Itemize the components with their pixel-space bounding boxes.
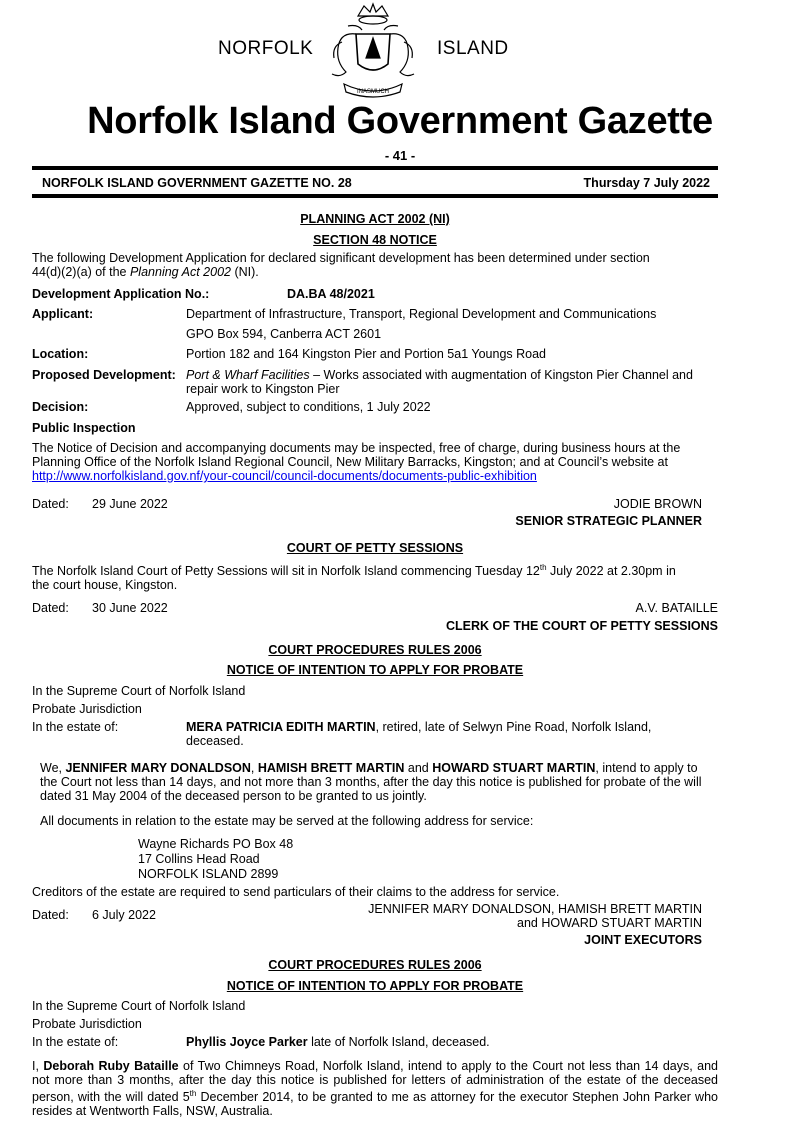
crest-motto: INASMUCH [356, 89, 390, 95]
notice1-heading2: SECTION 48 NOTICE [313, 233, 437, 247]
notice3-signatory-title: JOINT EXECUTORS [584, 933, 702, 947]
gazette-date: Thursday 7 July 2022 [583, 176, 710, 190]
notice4-deceased [186, 1035, 721, 1049]
notice1-signatory-title: SENIOR STRATEGIC PLANNER [515, 514, 702, 528]
notice3-dated-value: 6 July 2022 [92, 908, 156, 922]
notice4-deceased-rest: late of Norfolk Island, deceased. [307, 1035, 490, 1049]
notice3-body [40, 761, 718, 803]
notice2-text-c: the court house, Kingston. [32, 578, 178, 593]
address-line: 17 Collins Head Road [138, 852, 260, 866]
applicant-line1: Department of Infrastructure, Transport, Regional Development and Communications [186, 307, 657, 321]
notice2-dated-label: Dated: [32, 601, 69, 615]
da-label: Development Application No.: [32, 287, 210, 301]
notice3-court: In the Supreme Court of Norfolk Island [32, 684, 246, 698]
decision-value: Approved, subject to conditions, 1 July 2022 [186, 400, 431, 414]
notice3-heading2: NOTICE OF INTENTION TO APPLY FOR PROBATE [226, 663, 524, 677]
notice3-applicant3: HOWARD STUART MARTIN [432, 761, 596, 775]
masthead-left-word: NORFOLK [218, 38, 314, 59]
notice3-dated-label: Dated: [32, 908, 69, 922]
notice3-deceased [186, 720, 721, 748]
public-inspection-label: Public Inspection [32, 421, 136, 435]
notice3-applicant1: JENNIFER MARY DONALDSON [65, 761, 251, 775]
notice4-estate-label: In the estate of: [32, 1035, 119, 1049]
notice3-signatory-line2: and HOWARD STUART MARTIN [517, 916, 702, 930]
notice2-text [32, 561, 718, 592]
decision-label: Decision: [32, 400, 89, 414]
address-line: Wayne Richards PO Box 48 [138, 837, 294, 851]
public-inspection-text [32, 441, 718, 483]
notice2-text-a: The Norfolk Island Court of Petty Sessions will sit in Norfolk Island commencing Tuesday 12 [32, 564, 540, 579]
applicant-line2: GPO Box 594, Canberra ACT 2601 [186, 327, 382, 341]
notice4-body [32, 1059, 718, 1118]
page-number: - 41 - [384, 148, 416, 163]
notice3-estate-label: In the estate of: [32, 720, 119, 734]
notice4-jurisdiction: Probate Jurisdiction [32, 1017, 142, 1031]
proposed-italic: Port & Wharf Facilities [186, 368, 310, 382]
notice3-comma: , [250, 761, 258, 775]
notice2-dated-value: 30 June 2022 [92, 601, 168, 615]
notice4-body-a: of Two Chimneys Road, Norfolk Island, intend to apply to the Court not less than 14 days, and not more than 3 months, after the day this notice is published for letters of administration of the estate of the deceased person, with the will dated 5 [32, 1059, 718, 1105]
notice3-heading1: COURT PROCEDURES RULES 2006 [268, 643, 482, 657]
notice1-dated-value: 29 June 2022 [92, 497, 168, 511]
notice3-deceased-rest: , retired, late of Selwyn Pine Road, Norfolk Island, [375, 720, 652, 734]
notice1-dated-label: Dated: [32, 497, 69, 511]
notice3-address [138, 837, 293, 882]
notice3-deceased-line2: deceased. [186, 734, 244, 748]
proposed-value [186, 368, 721, 396]
notice3-applicant2: HAMISH BRETT MARTIN [257, 761, 405, 775]
notice2-text-b: July 2022 at 2.30pm in [546, 564, 676, 579]
gazette-number: NORFOLK ISLAND GOVERNMENT GAZETTE NO. 28 [42, 176, 352, 190]
address-line: NORFOLK ISLAND 2899 [138, 867, 279, 881]
proposed-label: Proposed Development: [32, 368, 176, 382]
notice4-body-sup: th [189, 1089, 197, 1098]
intro-line1: The following Development Application for declared significant development has been determined under section [32, 251, 650, 265]
notice3-creditors: Creditors of the estate are required to send particulars of their claims to the address for service. [32, 885, 560, 899]
masthead-right-word: ISLAND [437, 38, 509, 59]
proposed-rest: – Works associated with augmentation of Kingston Pier Channel and repair work to Kingston Pier [186, 368, 693, 396]
notice1-signatory: JODIE BROWN [613, 497, 702, 511]
notice3-signatory-line1: JENNIFER MARY DONALDSON, HAMISH BRETT MARTIN [368, 902, 702, 916]
notice3-jurisdiction: Probate Jurisdiction [32, 702, 142, 716]
gazette-title: Norfolk Island Government Gazette [87, 100, 713, 142]
coat-of-arms-crest [318, 2, 428, 98]
notice4-court: In the Supreme Court of Norfolk Island [32, 999, 246, 1013]
notice3-deceased-name: MERA PATRICIA EDITH MARTIN [186, 720, 376, 734]
location-label: Location: [32, 347, 89, 361]
notice4-deceased-name: Phyllis Joyce Parker [186, 1035, 308, 1049]
notice2-signatory-title: CLERK OF THE COURT OF PETTY SESSIONS [445, 619, 718, 633]
public-exhibition-link[interactable]: http://www.norfolkisland.gov.nf/your-council/council-documents/documents-public-exhibition [32, 469, 537, 483]
notice2-text-sup: th [539, 563, 547, 572]
notice3-and: and [404, 761, 433, 775]
intro-suffix: (NI). [230, 265, 259, 279]
da-value: DA.BA 48/2021 [287, 287, 375, 301]
notice4-applicant: Deborah Ruby Bataille [43, 1059, 179, 1073]
notice2-signatory: A.V. BATAILLE [635, 601, 718, 615]
notice4-heading2: NOTICE OF INTENTION TO APPLY FOR PROBATE [226, 979, 524, 993]
notice1-intro [32, 251, 718, 279]
notice1-heading1: PLANNING ACT 2002 (NI) [300, 212, 450, 226]
notice3-signatory [368, 902, 702, 947]
intro-line2: 44(d)(2)(a) of the [32, 265, 130, 279]
intro-act-name: Planning Act 2002 [129, 265, 231, 279]
applicant-label: Applicant: [32, 307, 94, 321]
top-rule [32, 166, 718, 170]
location-value: Portion 182 and 164 Kingston Pier and Portion 5a1 Youngs Road [186, 347, 546, 361]
notice4-body-b: December 2014, to be granted to me as attorney for the executor Stephen John Parker who resides at Wentworth Falls, NSW, Australia. [32, 1090, 718, 1119]
notice3-body-text: , intend to apply to the Court not less than 14 days, and not more than 3 months, after the day this notice is published for probate of the will dated 31 May 2004 of the deceased person to be granted to us jointly. [40, 761, 702, 803]
notice2-heading: COURT OF PETTY SESSIONS [286, 541, 464, 555]
notice4-i: I, [32, 1059, 44, 1073]
notice3-we: We, [40, 761, 66, 775]
bottom-rule [32, 194, 718, 198]
notice4-heading1: COURT PROCEDURES RULES 2006 [268, 958, 482, 972]
public-text: The Notice of Decision and accompanying documents may be inspected, free of charge, during business hours at the Planning Office of the Norfolk Island Regional Council, New Military Barracks, Kingston; and at Council’s website at [32, 441, 681, 469]
notice3-service-text: All documents in relation to the estate may be served at the following address for service: [40, 814, 534, 828]
